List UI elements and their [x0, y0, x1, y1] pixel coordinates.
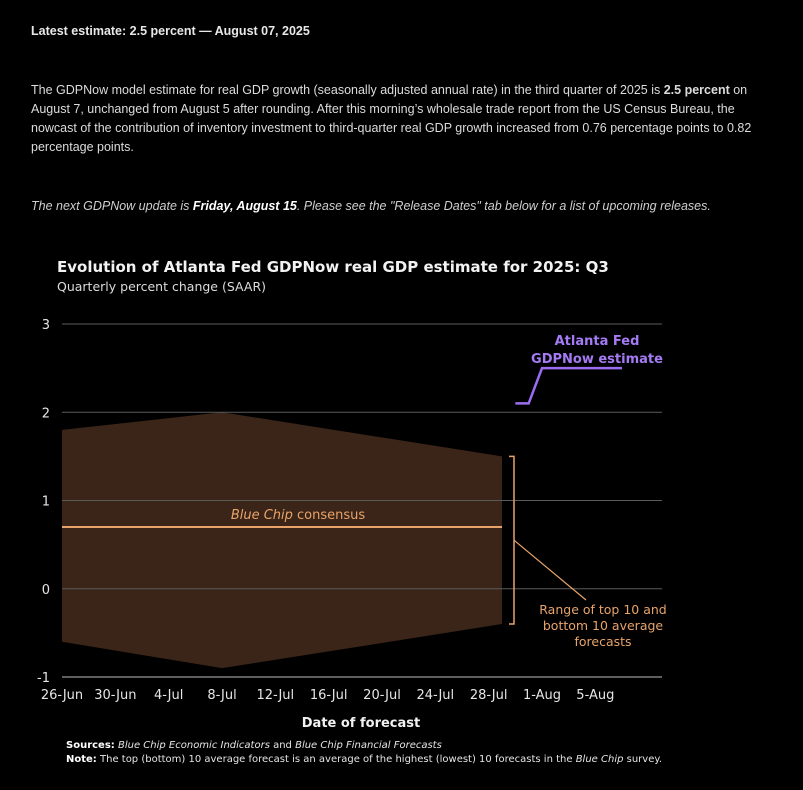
bluechip-consensus-label — [231, 508, 366, 523]
sources-and: and — [269, 740, 296, 751]
x-tick-label: 26-Jun — [40, 688, 84, 703]
sources-label: Sources: — [66, 740, 115, 751]
latest-estimate-heading: Latest estimate: 2.5 percent — August 07, 2025 — [31, 24, 310, 38]
bluechip-label-italic: Blue Chip — [230, 508, 293, 523]
sources-line — [66, 739, 662, 753]
note-text-2: survey. — [623, 754, 663, 765]
range-label-line-2: bottom 10 average — [542, 618, 664, 633]
next-update-text-start: The next GDPNow update is — [31, 199, 193, 213]
gdpnow-label-line-2: GDPNow estimate — [531, 352, 663, 367]
y-tick-label: -1 — [37, 671, 50, 686]
range-pointer-line — [514, 540, 586, 600]
y-tick-label: 3 — [41, 318, 50, 333]
bluechip-label-rest: consensus — [292, 508, 366, 523]
x-tick-label: 28-Jul — [469, 688, 508, 703]
x-tick-label: 8-Jul — [207, 688, 237, 703]
x-tick-label: 5-Aug — [576, 688, 615, 703]
x-tick-label: 1-Aug — [522, 688, 562, 703]
gdpnow-estimate-line — [515, 368, 622, 403]
note-italic: Blue Chip — [575, 754, 624, 765]
gdpnow-label-line-1: Atlanta Fed — [554, 334, 640, 349]
x-tick-label: 24-Jul — [416, 688, 455, 703]
forecast-range-band — [62, 412, 502, 668]
x-tick-label: 20-Jul — [363, 688, 401, 703]
note-label: Note: — [66, 754, 97, 765]
next-update-date: Friday, August 15 — [192, 199, 297, 213]
x-tick-label: 12-Jul — [256, 688, 295, 703]
x-axis-title: Date of forecast — [301, 716, 421, 731]
note-line — [66, 753, 662, 767]
summary-text-end: on August 7, unchanged from August 5 after rounding. After this morning’s wholesale trade report from the US Census Bureau, the nowcast of the contribution of inventory investment to third-quarter real GDP growth increased from 0.76 percentage points to 0.82 percentage points. — [31, 83, 752, 154]
chart-footnotes — [66, 739, 662, 767]
range-label-line-3: forecasts — [574, 634, 632, 649]
sources-title-1: Blue Chip Economic Indicators — [117, 740, 270, 751]
x-tick-label: 4-Jul — [153, 688, 184, 703]
summary-text-start: The GDPNow model estimate for real GDP growth (seasonally adjusted annual rate) in the third quarter of 2025 is — [31, 83, 664, 97]
chart-title: Evolution of Atlanta Fed GDPNow real GDP estimate for 2025: Q3 — [57, 258, 609, 276]
y-tick-label: 1 — [41, 494, 50, 510]
range-bracket — [509, 456, 514, 624]
summary-estimate-value: 2.5 percent — [663, 83, 730, 97]
sources-title-2: Blue Chip Financial Forecasts — [295, 740, 442, 751]
x-tick-label: 30-Jun — [94, 688, 137, 703]
x-tick-label: 16-Jul — [309, 688, 348, 703]
next-update-text-end: . Please see the "Release Dates" tab below for a list of upcoming releases. — [296, 199, 711, 213]
chart-subtitle: Quarterly percent change (SAAR) — [57, 279, 267, 294]
note-text-1: The top (bottom) 10 average forecast is an average of the highest (lowest) 10 forecasts in the — [96, 754, 576, 765]
y-tick-label: 0 — [41, 582, 50, 598]
range-label-line-1: Range of top 10 and — [539, 602, 667, 617]
y-tick-label: 2 — [41, 406, 50, 422]
